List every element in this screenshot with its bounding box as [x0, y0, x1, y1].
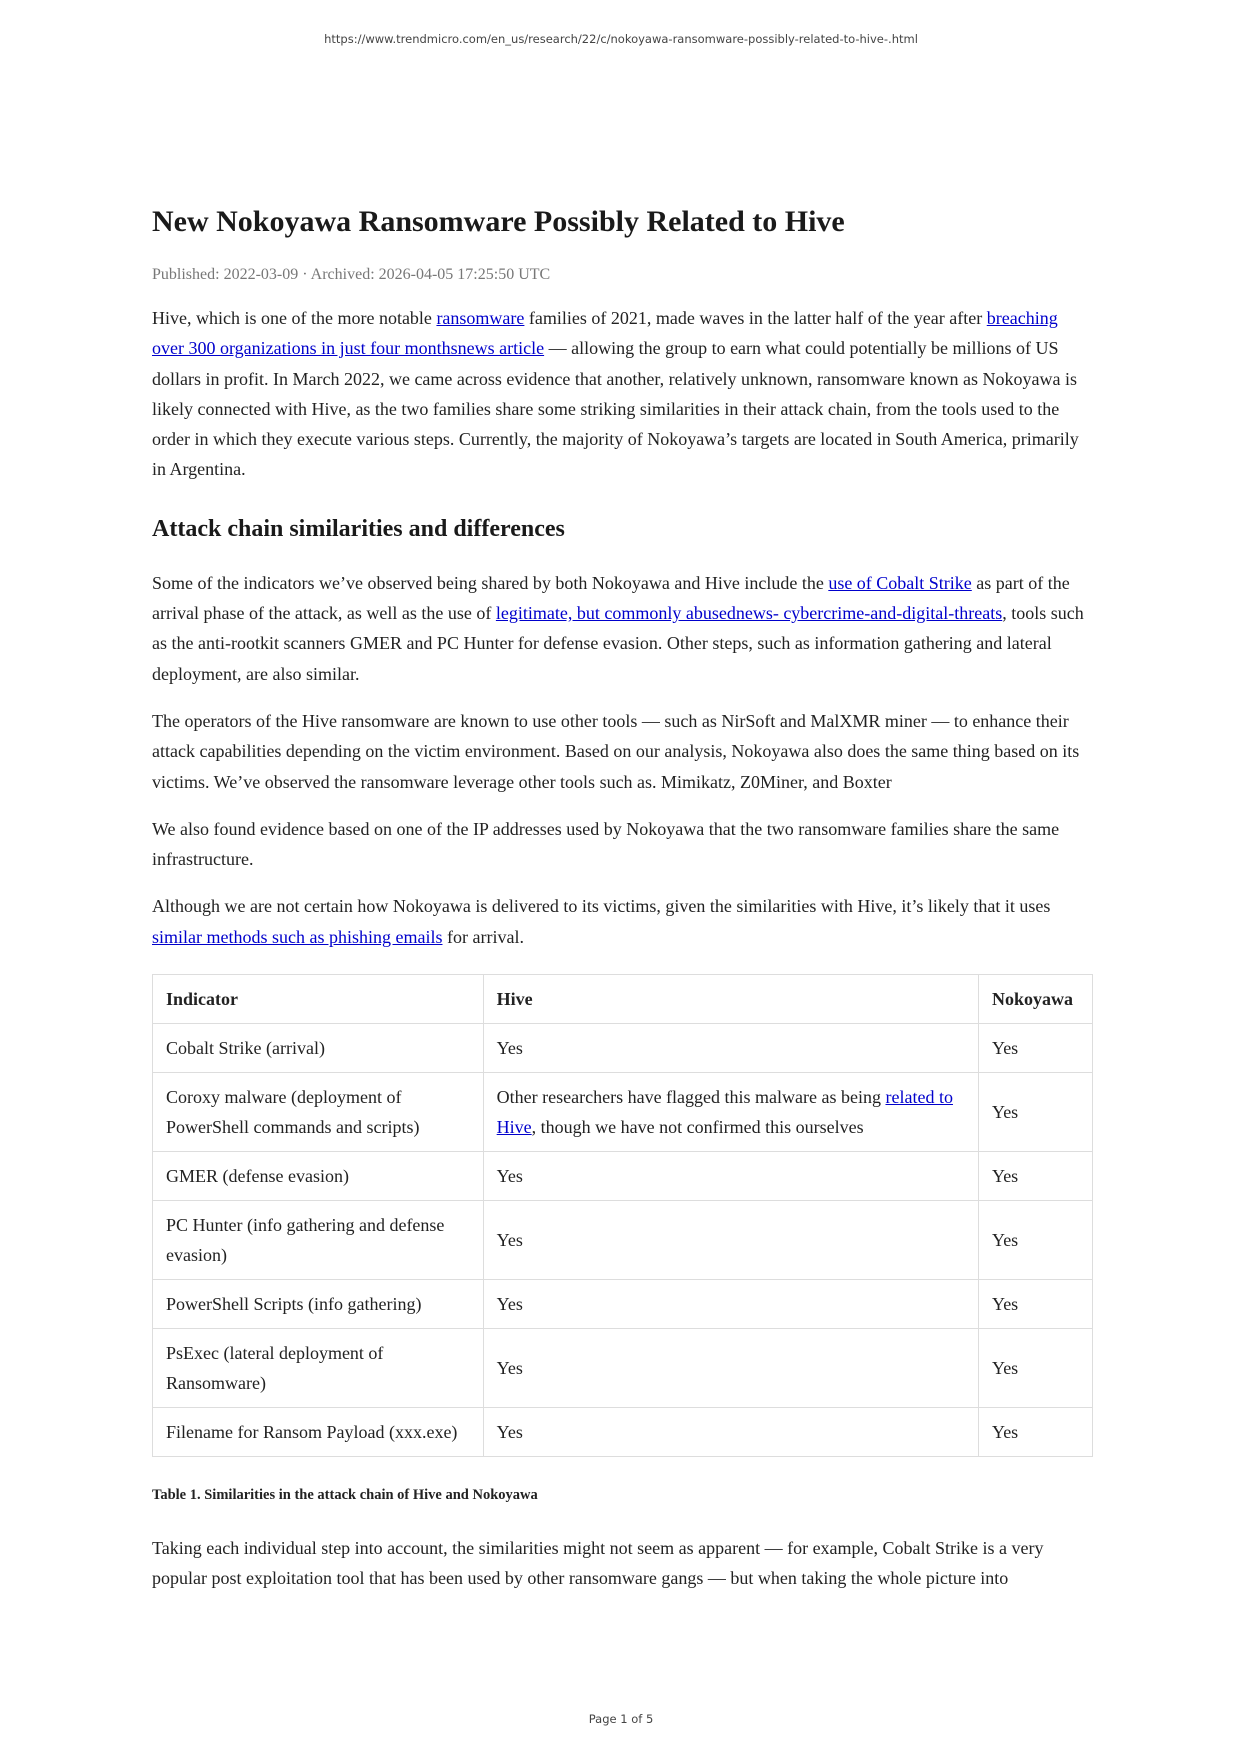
page-number: Page 1 of 5: [588, 1712, 654, 1726]
hive-cell-text-1: Other researchers have flagged this malware as being: [496, 1087, 886, 1108]
header-nokoyawa: Nokoyawa: [979, 975, 1093, 1024]
header-indicator: Indicator: [153, 975, 484, 1024]
paragraph-indicators: [152, 568, 1093, 689]
intro-text-3: — allowing the group to earn what could potentially be millions of US dollars in profit. In March 2022, we came across evidence that another, relatively unknown, ransomware known as Nokoyawa is likely connected with Hive, as the two families share some striking similarities in their attack chain, from the tools used to the order in which they execute various steps. Currently, the majority of Nokoyawa’s targets are located in South America, primarily in Argentina.: [152, 338, 1079, 480]
similarities-table: [152, 974, 1093, 1457]
intro-text-2: families of 2021, made waves in the latter half of the year after: [524, 308, 987, 328]
intro-paragraph: [152, 303, 1093, 485]
legitimate-tools-link[interactable]: legitimate, but commonly abusednews- cybercrime-and-digital-threats: [495, 603, 1003, 624]
table-caption: Table 1. Similarities in the attack chain of Hive and Nokoyawa: [152, 1487, 538, 1504]
p1-text-3: , tools such as the anti-rootkit scanners GMER and PC Hunter for defense evasion. Other steps, such as information gathering and lateral deployment, are also similar.: [152, 603, 1084, 684]
nokoyawa-cell: Yes: [979, 1408, 1093, 1457]
header-hive: Hive: [483, 975, 978, 1024]
indicator-cell: PowerShell Scripts (info gathering): [153, 1280, 484, 1329]
hive-cell: Yes: [483, 1201, 978, 1280]
paragraph-operators: The operators of the Hive ransomware are known to use other tools — such as NirSoft and MalXMR miner — to enhance their attack capabilities depending on the victim environment. Based on our analysis, Nokoyawa also does the same thing based on its victims. We’ve observed the ransomware leverage other tools such as. Mimikatz, Z0Miner, and Boxter: [152, 710, 1080, 792]
related-to-hive-link[interactable]: related to Hive: [496, 1087, 953, 1138]
indicator-cell: Coroxy malware (deployment of PowerShell commands and scripts): [153, 1073, 484, 1152]
paragraph-delivery: [152, 891, 1093, 952]
hive-cell: Yes: [483, 1024, 978, 1073]
article-title: New Nokoyawa Ransomware Possibly Related to Hive: [152, 205, 845, 238]
indicator-cell: Cobalt Strike (arrival): [153, 1024, 484, 1073]
hive-cell: [483, 1073, 978, 1152]
cobalt-strike-link[interactable]: use of Cobalt Strike: [828, 572, 972, 593]
table-row: [153, 1329, 1093, 1408]
p1-text-1: Some of the indicators we’ve observed being shared by both Nokoyawa and Hive include the: [152, 572, 829, 593]
indicator-cell: PC Hunter (info gathering and defense evasion): [153, 1201, 484, 1280]
table-row: [153, 1024, 1093, 1073]
hive-cell: Yes: [483, 1280, 978, 1329]
hive-cell-text-2: , though we have not confirmed this ourselves: [531, 1117, 864, 1138]
breaching-article-link[interactable]: breaching over 300 organizations in just four monthsnews article: [152, 308, 1058, 359]
article: [152, 200, 1093, 1594]
table-row: [153, 1073, 1093, 1152]
p4-text-1: Although we are not certain how Nokoyawa is delivered to its victims, given the similarities with Hive, it’s likely that it uses: [152, 896, 1051, 917]
table-row: [153, 1280, 1093, 1329]
paragraph-individual-steps: Taking each individual step into account, the similarities might not seem as apparent — for example, Cobalt Strike is a very popular post exploitation tool that has been used by other ransomware gangs — but when taking the whole picture into: [152, 1538, 1044, 1589]
source-url: https://www.trendmicro.com/en_us/research/22/c/nokoyawa-ransomware-possibly-related-to-hive-.html: [324, 32, 918, 46]
section-heading: Attack chain similarities and differences: [152, 515, 565, 542]
nokoyawa-cell: Yes: [979, 1152, 1093, 1201]
phishing-emails-link[interactable]: similar methods such as phishing emails: [152, 926, 443, 947]
intro-text-1: Hive, which is one of the more notable: [152, 308, 437, 328]
nokoyawa-cell: Yes: [979, 1280, 1093, 1329]
nokoyawa-cell: Yes: [979, 1329, 1093, 1408]
nokoyawa-cell: Yes: [979, 1073, 1093, 1152]
table-row: [153, 1201, 1093, 1280]
p1-text-2: as part of the arrival phase of the attack, as well as the use of: [152, 572, 1070, 624]
indicator-cell: GMER (defense evasion): [153, 1152, 484, 1201]
article-meta: Published: 2022-03-09 · Archived: 2026-04-05 17:25:50 UTC: [152, 266, 551, 283]
table-row: [153, 1152, 1093, 1201]
table-header-row: [153, 975, 1093, 1024]
nokoyawa-cell: Yes: [979, 1024, 1093, 1073]
table-row: [153, 1408, 1093, 1457]
indicator-cell: Filename for Ransom Payload (xxx.exe): [153, 1408, 484, 1457]
hive-cell: Yes: [483, 1152, 978, 1201]
paragraph-infrastructure: We also found evidence based on one of the IP addresses used by Nokoyawa that the two ransomware families share the same infrastructure.: [152, 818, 1060, 870]
ransomware-link[interactable]: ransomware: [436, 308, 525, 328]
nokoyawa-cell: Yes: [979, 1201, 1093, 1280]
indicator-cell: PsExec (lateral deployment of Ransomware): [153, 1329, 484, 1408]
hive-cell: Yes: [483, 1408, 978, 1457]
p4-text-2: for arrival.: [442, 926, 524, 947]
hive-cell: Yes: [483, 1329, 978, 1408]
